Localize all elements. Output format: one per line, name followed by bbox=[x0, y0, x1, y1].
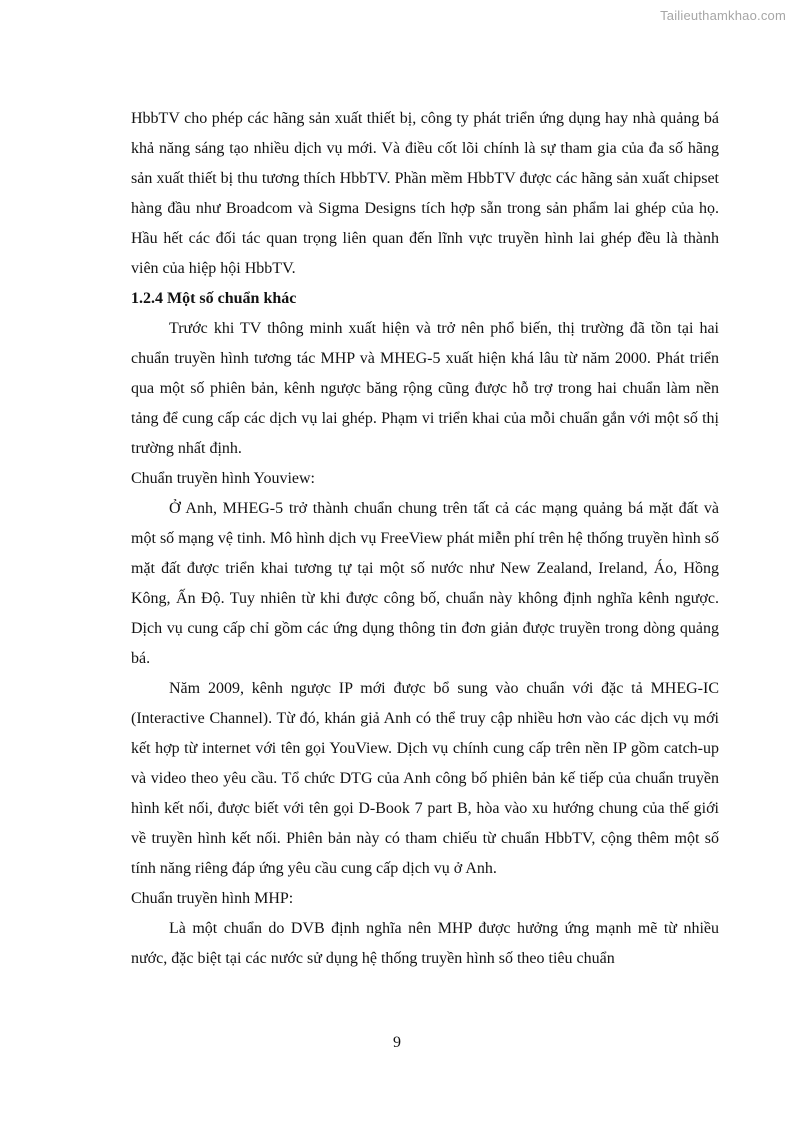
paragraph-hbbtv-intro: HbbTV cho phép các hãng sản xuất thiết bị, công ty phát triển ứng dụng hay nhà quảng bá khả năng sáng tạo nhiều dịch vụ mới. Và điều cốt lõi chính là sự tham gia của đa số hãng sản xuất thiết bị thu tương thích HbbTV. Phần mềm HbbTV được các hãng sản xuất chipset hàng đầu như Broadcom và Sigma Designs tích hợp sẵn trong sản phẩm lai ghép của họ. Hầu hết các đối tác quan trọng liên quan đến lĩnh vực truyền hình lai ghép đều là thành viên của hiệp hội HbbTV. bbox=[131, 110, 719, 277]
paragraph-mheg5-uk: Ở Anh, MHEG-5 trở thành chuẩn chung trên tất cả các mạng quảng bá mặt đất và một số mạng vệ tinh. Mô hình dịch vụ FreeView phát miễn phí trên hệ thống truyền hình số mặt đất được triển khai tương tự tại một số nước như New Zealand, Ireland, Áo, Hồng Kông, Ấn Độ. Tuy nhiên từ khi được công bố, chuẩn này không định nghĩa kênh ngược. Dịch vụ cung cấp chỉ gồm các ứng dụng thông tin đơn giản được truyền trong dòng quảng bá. bbox=[131, 500, 719, 667]
paragraph-mheg-ic-2009: Năm 2009, kênh ngược IP mới được bổ sung vào chuẩn với đặc tả MHEG-IC (Interactive Channel). Từ đó, khán giả Anh có thể truy cập nhiều hơn vào các dịch vụ mới kết hợp từ internet với tên gọi YouView. Dịch vụ chính cung cấp trên nền IP gồm catch-up và video theo yêu cầu. Tổ chức DTG của Anh công bố phiên bản kế tiếp của chuẩn truyền hình kết nối, được biết với tên gọi D-Book 7 part B, hòa vào xu hướng chung của thế giới về truyền hình kết nối. Phiên bản này có tham chiếu từ chuẩn HbbTV, cộng thêm một số tính năng riêng đáp ứng yêu cầu cung cấp dịch vụ ở Anh. bbox=[131, 680, 719, 877]
section-heading-124: 1.2.4 Một số chuẩn khác bbox=[131, 290, 297, 307]
paragraph-mhp-dvb: Là một chuẩn do DVB định nghĩa nên MHP được hưởng ứng mạnh mẽ từ nhiều nước, đặc biệt tại các nước sử dụng hệ thống truyền hình số theo tiêu chuẩn bbox=[131, 920, 719, 967]
watermark-text: Tailieuthamkhao.com bbox=[660, 8, 786, 23]
label-mhp-standard: Chuẩn truyền hình MHP: bbox=[131, 890, 294, 907]
label-youview-standard: Chuẩn truyền hình Youview: bbox=[131, 470, 315, 487]
page-number: 9 bbox=[393, 1034, 401, 1051]
page-content bbox=[131, 104, 719, 974]
paragraph-standards-history: Trước khi TV thông minh xuất hiện và trở nên phổ biến, thị trường đã tồn tại hai chuẩn truyền hình tương tác MHP và MHEG-5 xuất hiện khá lâu từ năm 2000. Phát triển qua một số phiên bản, kênh ngược băng rộng cũng được hỗ trợ trong hai chuẩn làm nền tảng để cung cấp các dịch vụ lai ghép. Phạm vi triển khai của mỗi chuẩn gắn với một số thị trường nhất định. bbox=[131, 320, 719, 457]
